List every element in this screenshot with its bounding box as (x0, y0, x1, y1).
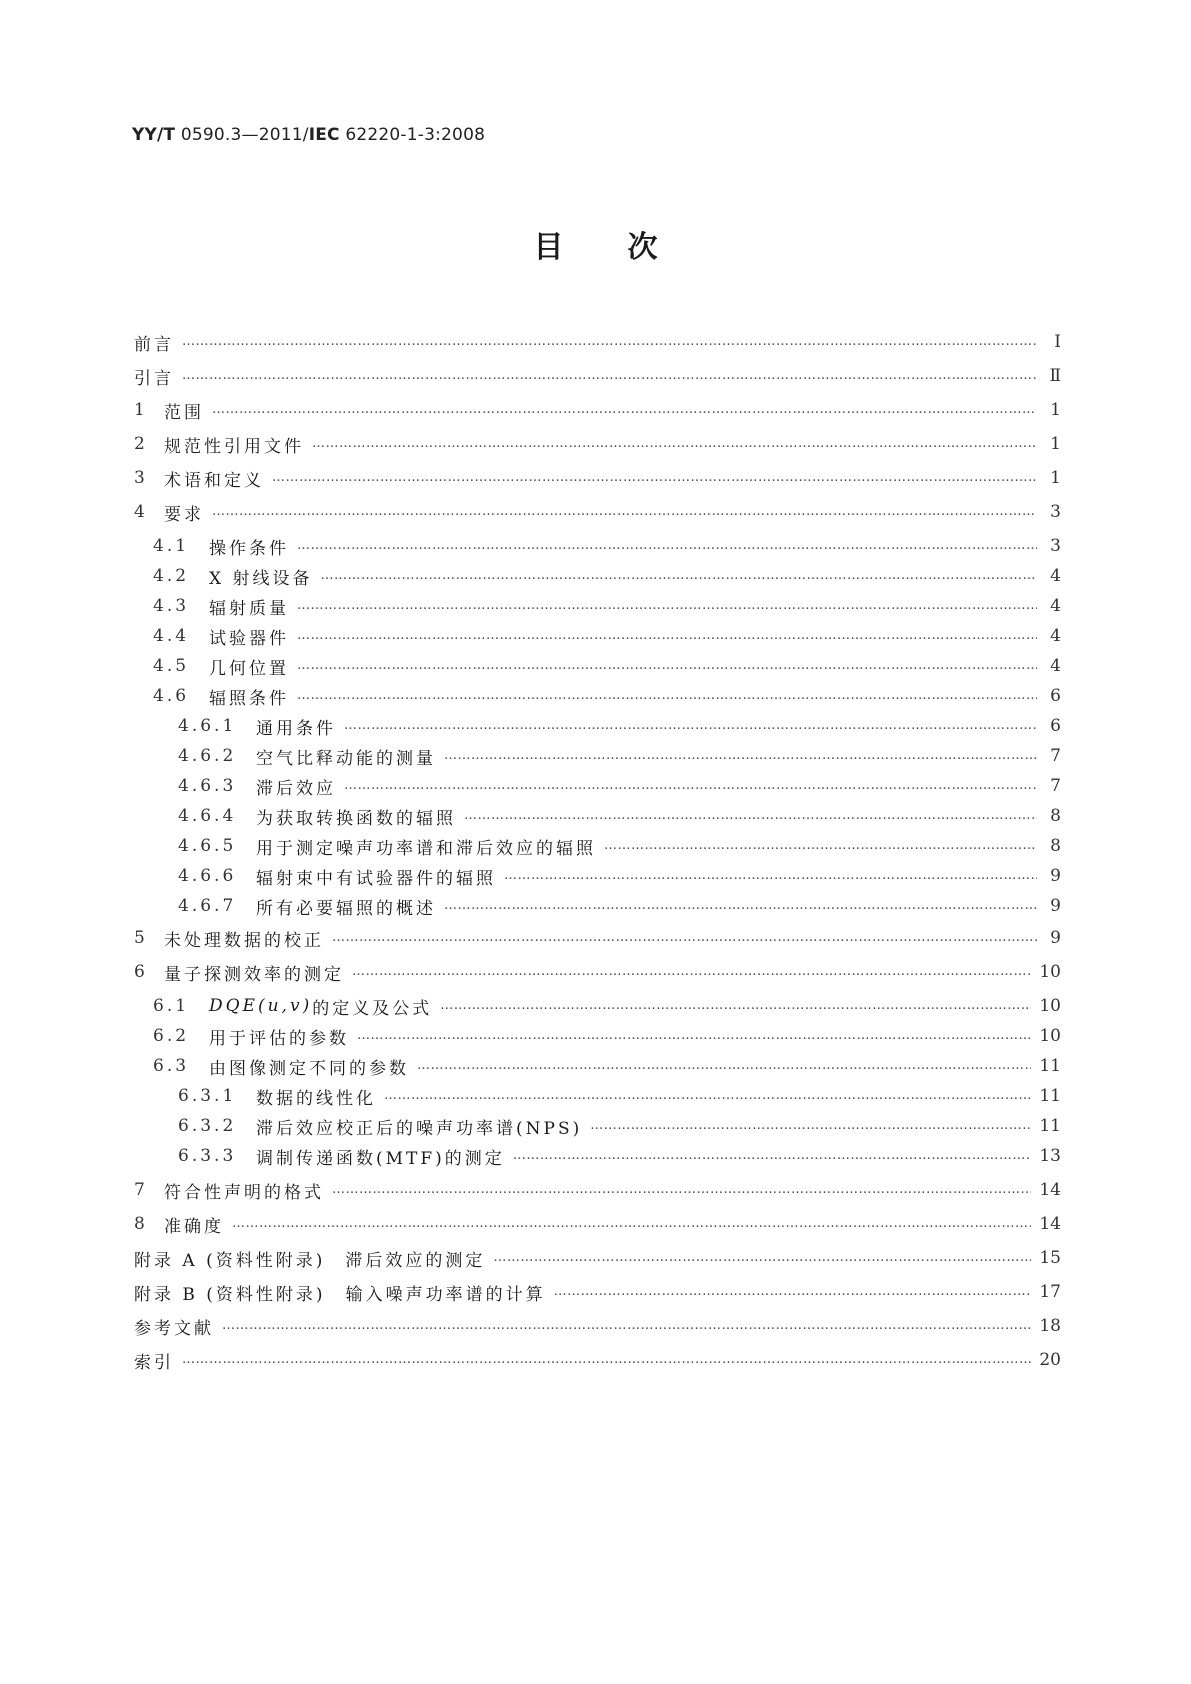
iec-prefix: IEC (308, 125, 340, 145)
toc-entry[interactable] (134, 396, 1061, 424)
toc-entry-number: 4.6.7 (178, 896, 237, 916)
toc-leader (297, 532, 1037, 560)
toc-entry[interactable] (134, 1022, 1061, 1050)
toc-entry-number: 4.2 (153, 566, 190, 586)
toc-entry-page: 9 (1050, 928, 1061, 948)
toc-entry-page: 9 (1050, 896, 1061, 916)
toc-entry-page: 8 (1050, 806, 1061, 826)
toc-entry[interactable] (134, 592, 1061, 620)
toc-entry[interactable] (134, 562, 1061, 590)
toc-leader (332, 924, 1037, 952)
toc-entry-number: 6.3 (153, 1056, 190, 1076)
toc-entry[interactable] (134, 464, 1061, 492)
toc-leader (554, 1278, 1032, 1306)
toc-leader (357, 1022, 1031, 1050)
toc-entry-number: 6.3.1 (178, 1086, 237, 1106)
toc-entry-title: 为获取转换函数的辐照 (256, 808, 456, 829)
toc-entry[interactable] (134, 862, 1061, 890)
toc-entry[interactable] (134, 992, 1061, 1020)
toc-entry-title: 滞后效应 (256, 778, 336, 799)
toc-entry-title: X 射线设备 (209, 568, 313, 589)
document-header (132, 125, 485, 145)
toc-entry-title: 范围 (164, 402, 204, 423)
toc-leader (444, 892, 1037, 920)
toc-entry-page: 10 (1039, 962, 1061, 982)
toc-entry[interactable] (134, 802, 1061, 830)
toc-entry-title: 调制传递函数(MTF)的测定 (256, 1148, 505, 1169)
toc-entry-number: 6 (134, 962, 148, 982)
toc-entry-page: 7 (1050, 776, 1061, 796)
table-of-contents (134, 328, 1061, 1448)
toc-entry[interactable] (134, 1244, 1061, 1272)
toc-entry-number: 3 (134, 468, 148, 488)
toc-entry[interactable] (134, 958, 1061, 986)
toc-leader (332, 1176, 1031, 1204)
toc-entry[interactable] (134, 742, 1061, 770)
toc-entry-title: 试验器件 (209, 628, 289, 649)
toc-leader (344, 712, 1037, 740)
toc-entry-title: 附录 A (资料性附录) 滞后效应的测定 (134, 1250, 486, 1271)
toc-entry[interactable] (134, 772, 1061, 800)
toc-entry-page: 4 (1050, 626, 1061, 646)
toc-entry-title: 附录 B (资料性附录) 输入噪声功率谱的计算 (134, 1284, 546, 1305)
toc-entry[interactable] (134, 1346, 1061, 1374)
toc-entry[interactable] (134, 622, 1061, 650)
toc-entry-page: 3 (1050, 536, 1061, 556)
toc-entry-page: 10 (1039, 996, 1061, 1016)
toc-entry-page: 10 (1039, 1026, 1061, 1046)
toc-entry-title: 几何位置 (209, 658, 289, 679)
toc-entry-number: 4.6.4 (178, 806, 237, 826)
toc-leader (212, 396, 1037, 424)
toc-leader (212, 498, 1037, 526)
toc-entry-page: 4 (1050, 656, 1061, 676)
toc-entry-number: 4.6.6 (178, 866, 237, 886)
toc-entry-number: 7 (134, 1180, 148, 1200)
toc-entry-page: 6 (1050, 686, 1061, 706)
toc-entry[interactable] (134, 498, 1061, 526)
toc-entry-title: 由图像测定不同的参数 (209, 1058, 409, 1079)
toc-entry-number: 4.3 (153, 596, 190, 616)
toc-leader (504, 862, 1037, 890)
toc-entry[interactable] (134, 924, 1061, 952)
toc-entry-title: 参考文献 (134, 1318, 214, 1339)
toc-entry-page: 3 (1050, 502, 1061, 522)
toc-entry-title: 滞后效应校正后的噪声功率谱(NPS) (256, 1118, 583, 1139)
toc-leader (182, 1346, 1031, 1374)
toc-entry-number: 4.1 (153, 536, 190, 556)
toc-entry-title: 所有必要辐照的概述 (256, 898, 436, 919)
toc-entry[interactable] (134, 1082, 1061, 1110)
toc-entry-page: 15 (1039, 1248, 1061, 1268)
page-title: 目次 (533, 230, 722, 265)
toc-leader (513, 1142, 1032, 1170)
toc-entry-page: 11 (1039, 1086, 1061, 1106)
toc-entry[interactable] (134, 430, 1061, 458)
toc-entry-page: 14 (1039, 1214, 1061, 1234)
toc-leader (464, 802, 1037, 830)
toc-entry-number: 6.3.3 (178, 1146, 237, 1166)
toc-entry-title: 量子探测效率的测定 (164, 964, 344, 985)
toc-entry-page: 17 (1039, 1282, 1061, 1302)
toc-leader (312, 430, 1037, 458)
toc-entry-number: 4.6.5 (178, 836, 237, 856)
toc-entry[interactable] (134, 1112, 1061, 1140)
toc-leader (321, 562, 1037, 590)
toc-entry[interactable] (134, 892, 1061, 920)
toc-leader (297, 592, 1037, 620)
toc-leader (344, 772, 1037, 800)
toc-entry-title: 术语和定义 (164, 470, 264, 491)
toc-entry-title: 数据的线性化 (256, 1088, 376, 1109)
toc-entry[interactable] (134, 652, 1061, 680)
toc-entry-number: 1 (134, 400, 148, 420)
toc-entry-page: Ⅰ (1054, 332, 1061, 352)
toc-entry-page: 9 (1050, 866, 1061, 886)
toc-entry-title: 规范性引用文件 (164, 436, 304, 457)
iec-code: 62220-1-3:2008 (339, 125, 486, 145)
toc-entry-title: 辐射束中有试验器件的辐照 (256, 868, 496, 889)
toc-leader (297, 622, 1037, 650)
toc-leader (444, 742, 1037, 770)
toc-entry-number: 4.4 (153, 626, 190, 646)
toc-entry-number: 2 (134, 434, 148, 454)
toc-entry[interactable] (134, 712, 1061, 740)
toc-entry-number: 4.5 (153, 656, 190, 676)
toc-entry-title: 用于评估的参数 (209, 1028, 349, 1049)
toc-entry-title: 辐射质量 (209, 598, 289, 619)
toc-entry[interactable] (134, 1312, 1061, 1340)
toc-leader (232, 1210, 1031, 1238)
toc-entry[interactable] (134, 832, 1061, 860)
toc-entry-title: 通用条件 (256, 718, 336, 739)
toc-entry[interactable] (134, 1278, 1061, 1306)
toc-entry[interactable] (134, 1142, 1061, 1170)
toc-leader (384, 1082, 1031, 1110)
toc-entry-number: 6.1 (153, 996, 190, 1016)
toc-entry-page: 6 (1050, 716, 1061, 736)
toc-entry-title: 符合性声明的格式 (164, 1182, 324, 1203)
toc-entry-page: 7 (1050, 746, 1061, 766)
toc-entry-number: 4.6.3 (178, 776, 237, 796)
std-code: 0590.3—2011/ (175, 125, 309, 145)
toc-leader (493, 1244, 1031, 1272)
toc-entry-page: 8 (1050, 836, 1061, 856)
toc-entry-page: 20 (1039, 1350, 1061, 1370)
toc-entry-page: 11 (1039, 1056, 1061, 1076)
toc-leader (590, 1112, 1031, 1140)
toc-entry-page: 4 (1050, 596, 1061, 616)
toc-leader (182, 328, 1037, 356)
toc-entry-title: 的定义及公式 (312, 998, 433, 1019)
toc-entry[interactable] (134, 362, 1061, 390)
toc-entry[interactable] (134, 1210, 1061, 1238)
toc-entry-title: 用于测定噪声功率谱和滞后效应的辐照 (256, 838, 596, 859)
toc-entry-number: 4.6.1 (178, 716, 237, 736)
toc-entry-title: 索引 (134, 1352, 174, 1373)
toc-entry-page: 14 (1039, 1180, 1061, 1200)
toc-entry-page: 4 (1050, 566, 1061, 586)
toc-entry-title: 辐照条件 (209, 688, 289, 709)
toc-entry-page: 1 (1050, 434, 1061, 454)
toc-entry-number: 4.6 (153, 686, 190, 706)
toc-entry[interactable] (134, 682, 1061, 710)
toc-leader (604, 832, 1037, 860)
toc-entry-page: 1 (1050, 468, 1061, 488)
toc-entry-page: 11 (1039, 1116, 1061, 1136)
toc-entry-title: 要求 (164, 504, 204, 525)
toc-entry-title: 准确度 (164, 1216, 224, 1237)
toc-entry-page: Ⅱ (1049, 366, 1061, 386)
toc-entry-title: 空气比释动能的测量 (256, 748, 436, 769)
toc-leader (297, 682, 1037, 710)
toc-leader (182, 362, 1037, 390)
toc-entry[interactable] (134, 328, 1061, 356)
toc-entry[interactable] (134, 1176, 1061, 1204)
toc-entry-page: 1 (1050, 400, 1061, 420)
toc-entry[interactable] (134, 1052, 1061, 1080)
toc-entry-page: 18 (1039, 1316, 1061, 1336)
toc-entry-number: 6.3.2 (178, 1116, 237, 1136)
toc-entry-page: 13 (1039, 1146, 1061, 1166)
toc-entry-number: 8 (134, 1214, 148, 1234)
toc-entry-title: 引言 (134, 368, 174, 389)
toc-leader (297, 652, 1037, 680)
toc-entry-number: 6.2 (153, 1026, 190, 1046)
toc-leader (222, 1312, 1031, 1340)
toc-leader (440, 992, 1031, 1020)
toc-entry-number: 5 (134, 928, 148, 948)
toc-leader (417, 1052, 1031, 1080)
toc-entry[interactable] (134, 532, 1061, 560)
std-prefix: YY/T (132, 125, 176, 145)
toc-entry-math: DQE(u,v) (209, 996, 313, 1016)
toc-entry-title: 操作条件 (209, 538, 289, 559)
toc-entry-number: 4.6.2 (178, 746, 237, 766)
toc-leader (352, 958, 1031, 986)
toc-entry-title: 前言 (134, 334, 174, 355)
toc-entry-number: 4 (134, 502, 148, 522)
toc-leader (272, 464, 1037, 492)
toc-entry-title: 未处理数据的校正 (164, 930, 324, 951)
